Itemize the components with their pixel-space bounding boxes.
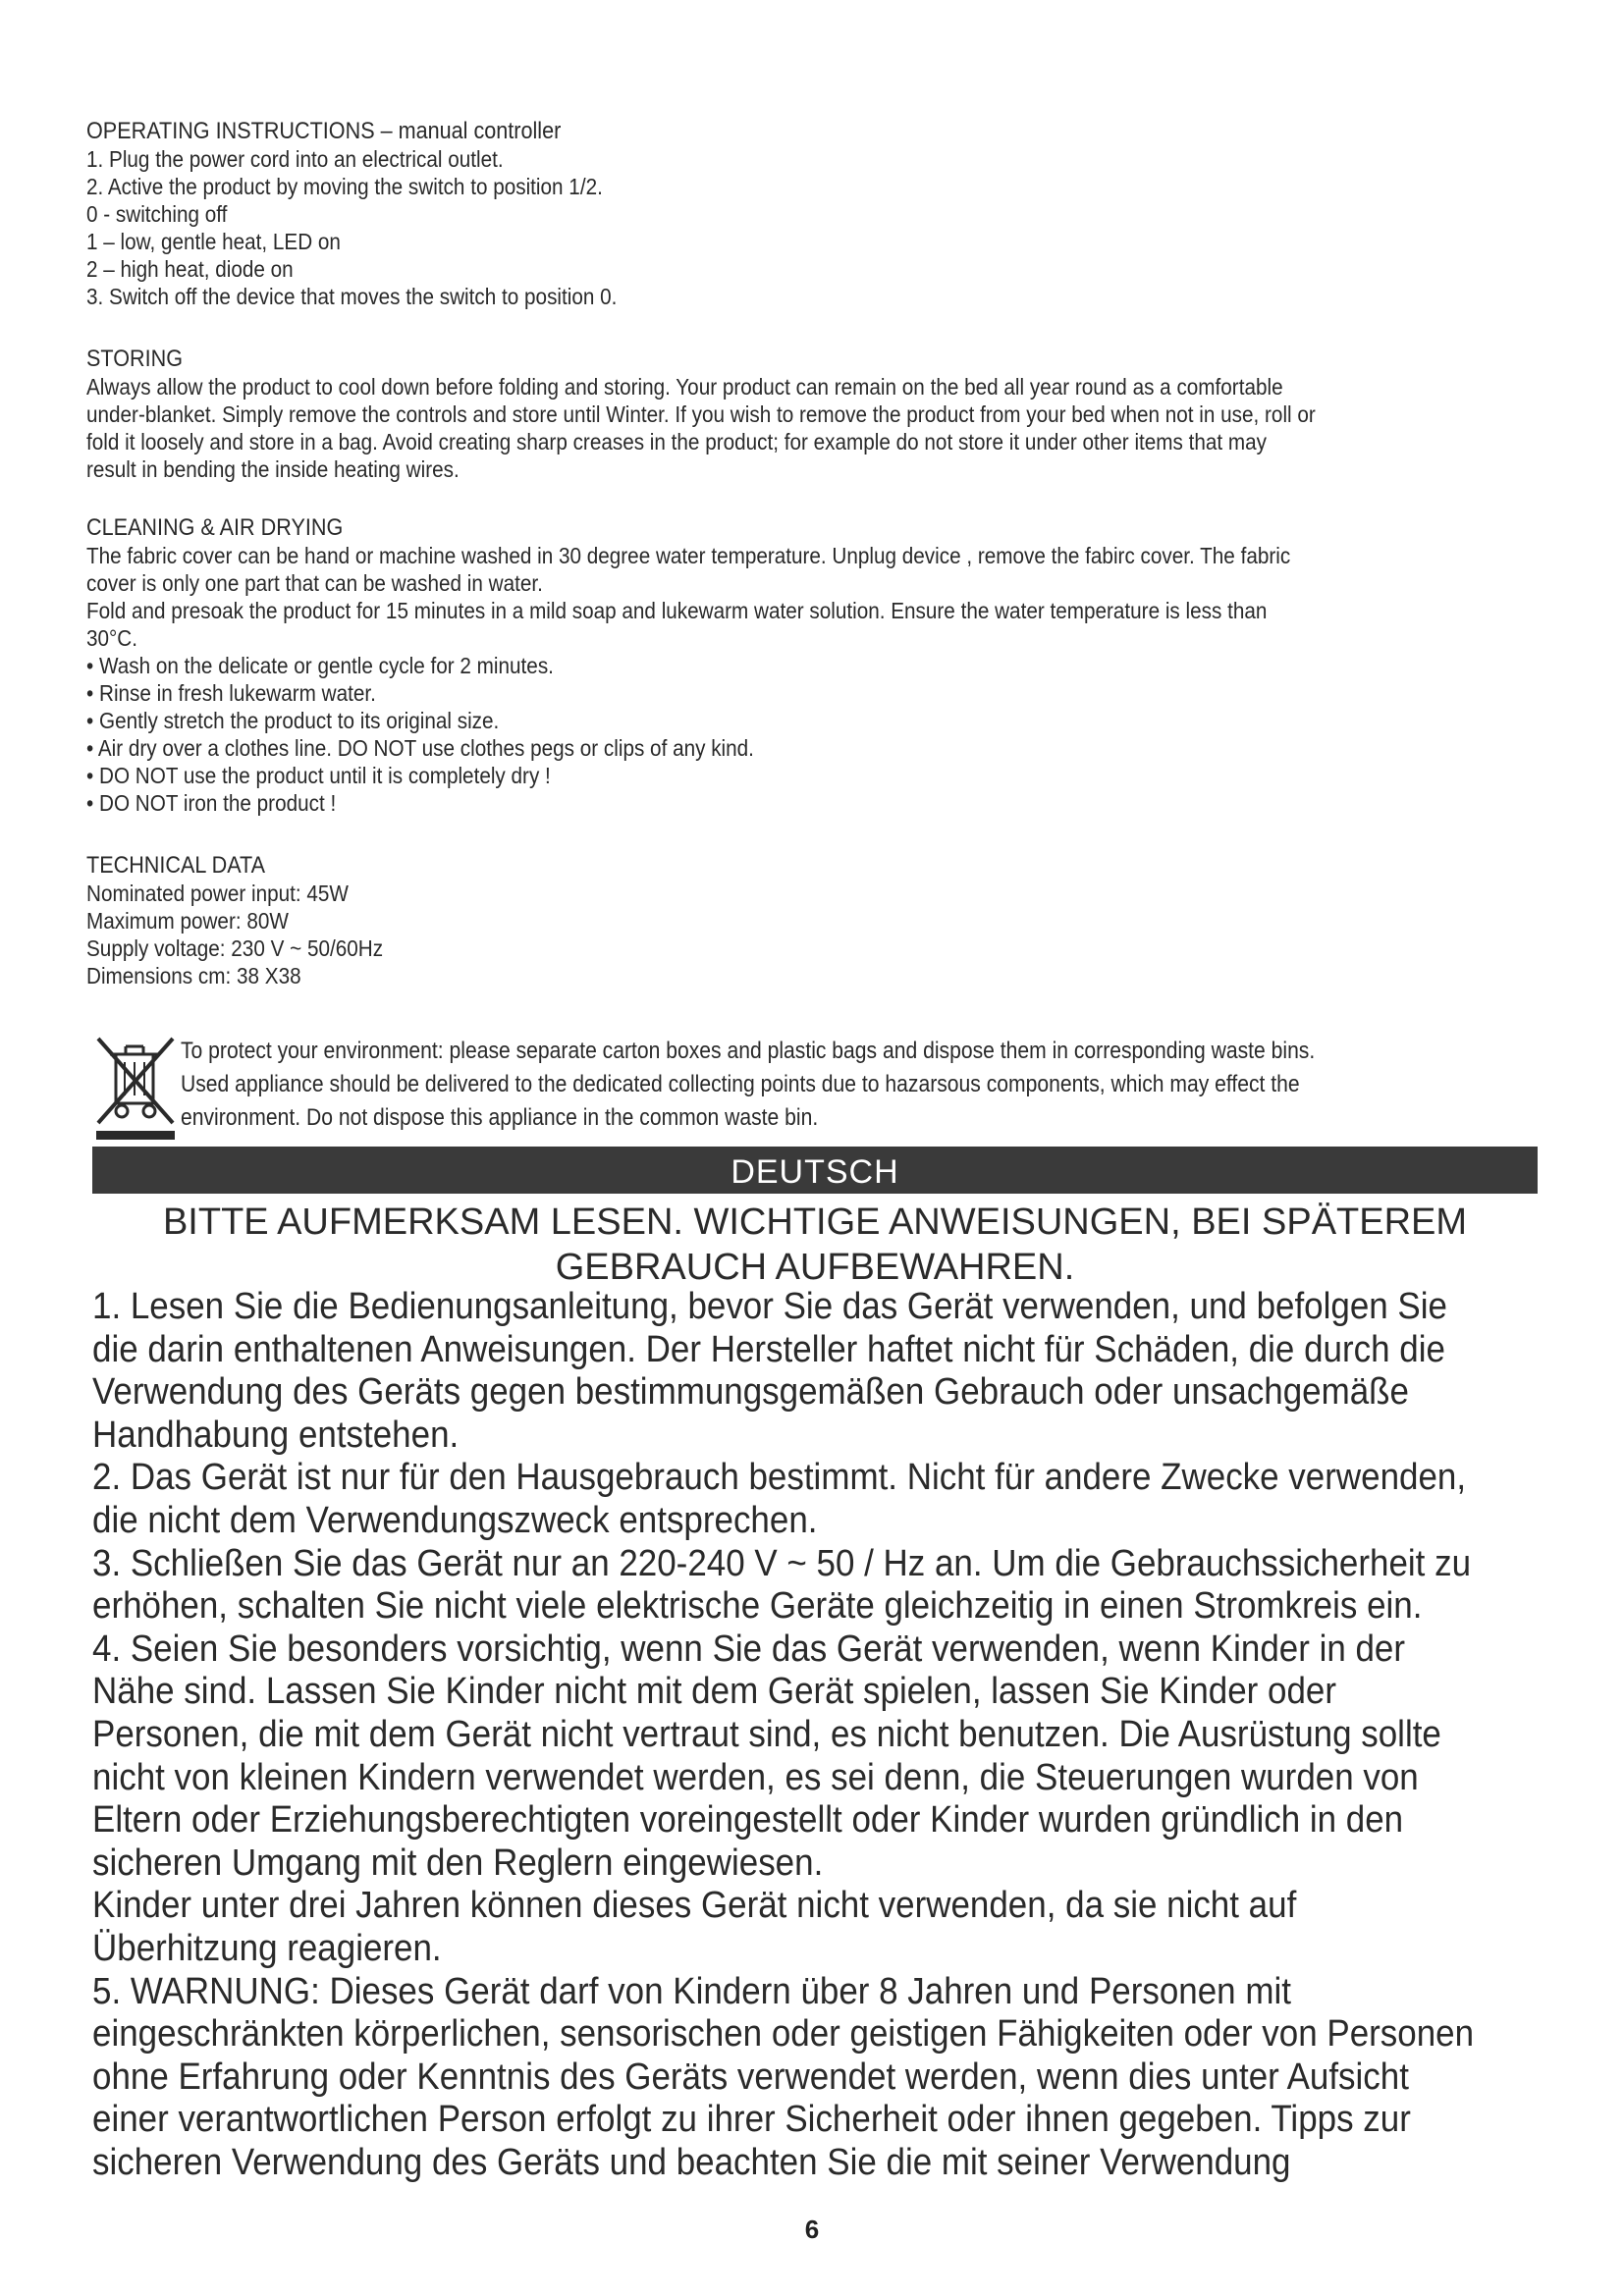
instruction-line: 1 – low, gentle heat, LED on <box>86 229 341 254</box>
german-safety-instructions <box>92 1286 1529 2184</box>
body-line: 4. Seien Sie besonders vorsichtig, wenn Sie das Gerät verwenden, wenn Kinder in der <box>92 1628 1406 1670</box>
body-line: 1. Lesen Sie die Bedienungsanleitung, bevor Sie das Gerät verwenden, und befolgen Sie <box>92 1286 1447 1327</box>
body-line: einer verantwortlichen Person erfolgt zu ihrer Sicherheit oder ihnen gegeben. Tipps zur <box>92 2099 1411 2141</box>
spec-line: Supply voltage: 230 V ~ 50/60Hz <box>86 935 384 961</box>
body-line: Überhitzung reagieren. <box>92 1927 442 1969</box>
instruction-line: 2 – high heat, diode on <box>86 256 294 282</box>
spec-line: Nominated power input: 45W <box>86 881 349 906</box>
german-heading <box>92 1200 1538 1290</box>
paragraph-line: fold it loosely and store in a bag. Avoid creating sharp creases in the product; for example do not store it under other items that may <box>86 429 1268 454</box>
paragraph-line: 30°C. <box>86 625 138 651</box>
technical-data-section <box>86 852 1412 989</box>
body-line: die nicht dem Verwendungszweck entsprechen. <box>92 1499 818 1541</box>
cleaning-section <box>86 514 1412 817</box>
page-number: 6 <box>804 2215 820 2244</box>
body-line: erhöhen, schalten Sie nicht viele elektrische Geräte gleichzeitig in einen Stromkreis ein. <box>92 1585 1423 1628</box>
body-line: eingeschränkten körperlichen, sensorischen oder geistigen Fähigkeiten oder von Personen <box>92 2013 1475 2056</box>
instruction-line: 1. Plug the power cord into an electrical outlet. <box>86 146 504 172</box>
body-line: Personen, die mit dem Gerät nicht vertraut sind, es nicht benutzen. Die Ausrüstung sollte <box>92 1713 1441 1755</box>
storing-section <box>86 346 1412 483</box>
paragraph-line: Fold and presoak the product for 15 minutes in a mild soap and lukewarm water solution. Ensure the water temperature is less than <box>86 598 1268 623</box>
instruction-line: 3. Switch off the device that moves the switch to position 0. <box>86 284 618 309</box>
paragraph-line: cover is only one part that can be washed in water. <box>86 570 543 596</box>
bullet-item: • DO NOT iron the product ! <box>86 790 337 816</box>
notice-line: To protect your environment: please separate carton boxes and plastic bags and dispose them in corresponding waste bins. <box>181 1038 1316 1064</box>
section-heading: TECHNICAL DATA <box>86 852 266 879</box>
body-line: sicheren Umgang mit den Reglern eingewiesen. <box>92 1842 824 1884</box>
body-line: ohne Erfahrung oder Kenntnis des Geräts verwendet werden, wenn dies unter Aufsicht <box>92 2056 1409 2098</box>
body-line: Verwendung des Geräts gegen bestimmungsgemäßen Gebrauch oder unsachgemäße <box>92 1371 1409 1414</box>
language-bar <box>92 1147 1538 1194</box>
bullet-item: • Air dry over a clothes line. DO NOT use clothes pegs or clips of any kind. <box>86 735 754 761</box>
notice-line: environment. Do not dispose this appliance in the common waste bin. <box>181 1104 819 1131</box>
heading-line: BITTE AUFMERKSAM LESEN. WICHTIGE ANWEISUNGEN, BEI SPÄTEREM <box>162 1201 1468 1243</box>
body-line: 5. WARNUNG: Dieses Gerät darf von Kindern über 8 Jahren und Personen mit <box>92 1970 1291 2012</box>
bullet-item: • Gently stretch the product to its original size. <box>86 708 500 733</box>
paragraph-line: result in bending the inside heating wires. <box>86 456 460 482</box>
body-line: nicht von kleinen Kindern verwendet werden, es sei denn, die Steuerungen wurden von <box>92 1756 1419 1798</box>
body-line: 2. Das Gerät ist nur für den Hausgebrauch bestimmt. Nicht für andere Zwecke verwenden, <box>92 1457 1467 1499</box>
crossed-out-wheelie-bin-icon <box>92 1033 179 1143</box>
spec-line: Dimensions cm: 38 X38 <box>86 963 301 988</box>
body-line: Nähe sind. Lassen Sie Kinder nicht mit dem Gerät spielen, lassen Sie Kinder oder <box>92 1671 1337 1713</box>
body-line: Eltern oder Erziehungsberechtigten voreingestellt oder Kinder wurden gründlich in den <box>92 1799 1404 1842</box>
body-line: die darin enthaltenen Anweisungen. Der Hersteller haftet nicht für Schäden, die durch die <box>92 1328 1445 1370</box>
instruction-line: 2. Active the product by moving the switch to position 1/2. <box>86 174 603 199</box>
spec-line: Maximum power: 80W <box>86 908 289 934</box>
section-heading: OPERATING INSTRUCTIONS – manual controller <box>86 118 562 144</box>
heading-line: GEBRAUCH AUFBEWAHREN. <box>555 1247 1075 1288</box>
bullet-item: • DO NOT use the product until it is completely dry ! <box>86 763 551 788</box>
bullet-item: • Rinse in fresh lukewarm water. <box>86 680 376 706</box>
paragraph-line: Always allow the product to cool down before folding and storing. Your product can remain on the bed all year round as a comfortable <box>86 374 1283 400</box>
paragraph-line: The fabric cover can be hand or machine washed in 30 degree water temperature. Unplug device , remove the fabirc cover. The fabric <box>86 543 1291 568</box>
section-heading: STORING <box>86 346 184 372</box>
notice-line: Used appliance should be delivered to the dedicated collecting points due to hazarsous components, which may effect the <box>181 1071 1300 1097</box>
environment-notice <box>181 1035 1408 1135</box>
section-heading: CLEANING & AIR DRYING <box>86 514 344 541</box>
body-line: Handhabung entstehen. <box>92 1414 460 1456</box>
language-label: DEUTSCH <box>731 1153 899 1191</box>
instruction-line: 0 - switching off <box>86 201 228 227</box>
body-line: sicheren Verwendung des Geräts und beachten Sie die mit seiner Verwendung <box>92 2141 1291 2183</box>
paragraph-line: under-blanket. Simply remove the controls and store until Winter. If you wish to remove the product from your bed when not in use, roll or <box>86 401 1316 427</box>
operating-instructions-section <box>86 118 1412 310</box>
body-line: 3. Schließen Sie das Gerät nur an 220-240 V ~ 50 / Hz an. Um die Gebrauchssicherheit zu <box>92 1542 1472 1584</box>
body-line: Kinder unter drei Jahren können dieses Gerät nicht verwenden, da sie nicht auf <box>92 1885 1297 1927</box>
bullet-item: • Wash on the delicate or gentle cycle for 2 minutes. <box>86 653 554 678</box>
